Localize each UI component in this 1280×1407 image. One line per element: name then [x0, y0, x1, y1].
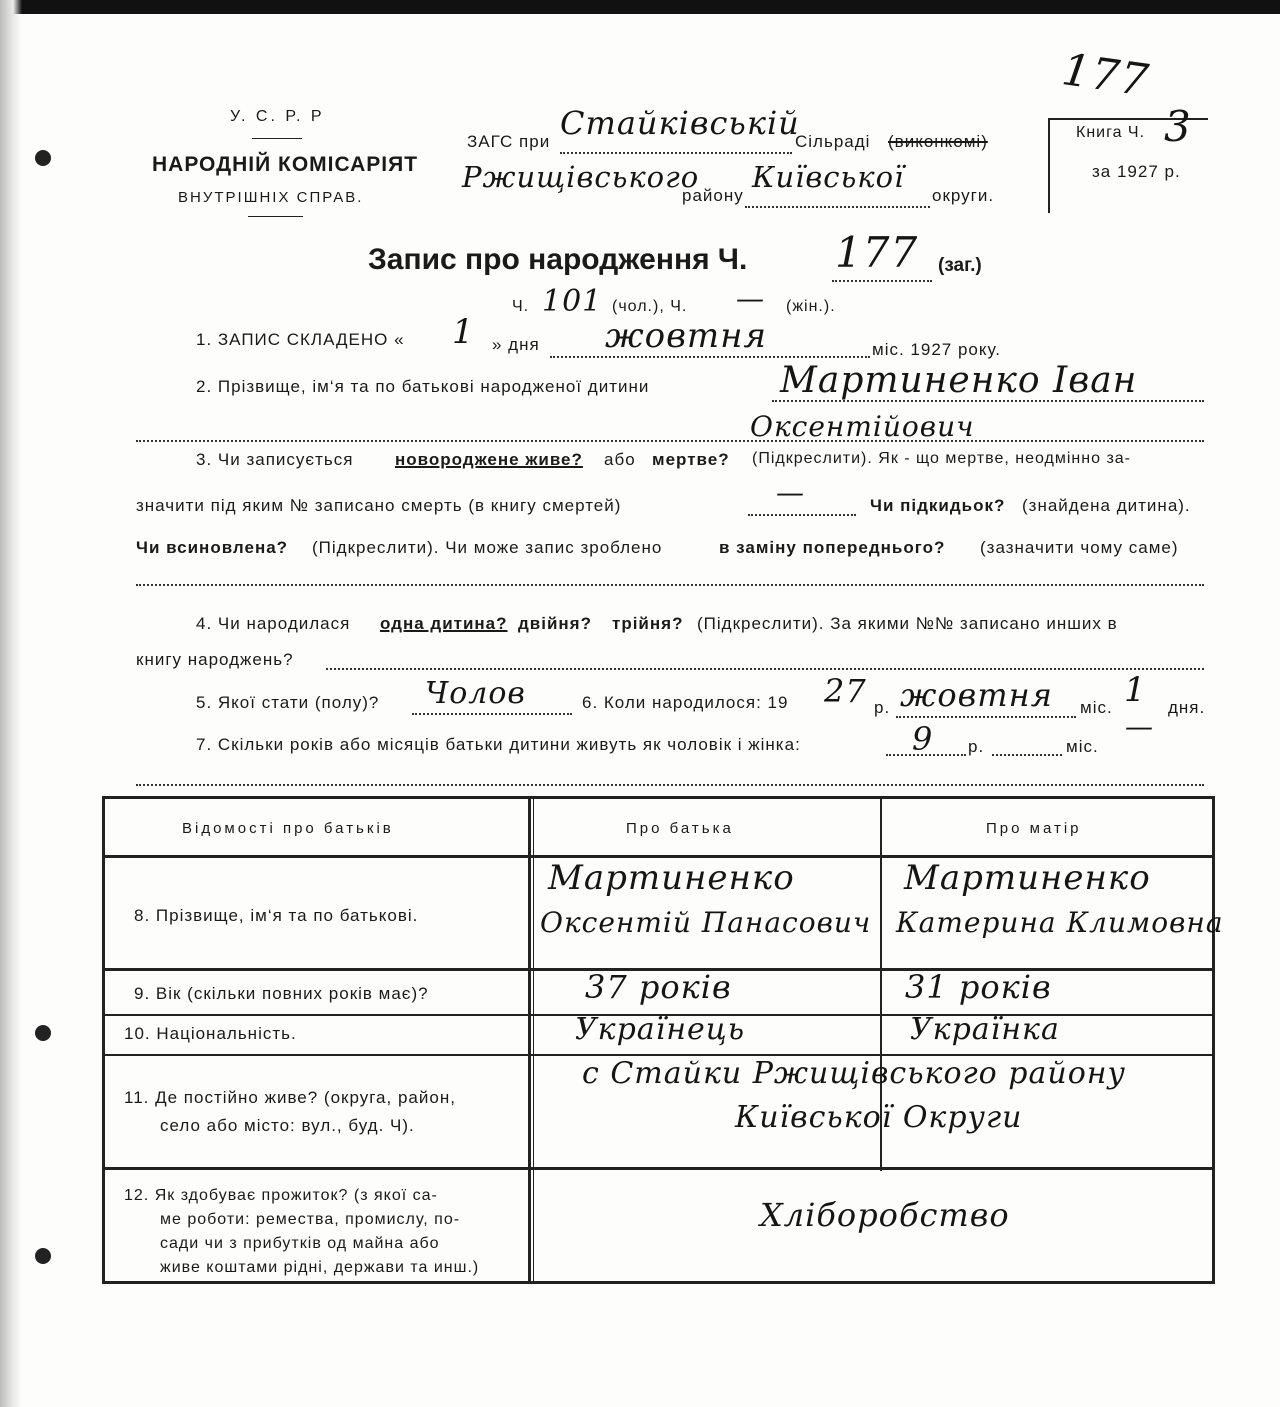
item1-day-label: » дня [492, 335, 540, 354]
item6-day-label: дня. [1168, 698, 1206, 717]
birth-day-handwritten: 1 [1124, 670, 1147, 710]
birth-year-handwritten: 27 [824, 672, 867, 710]
row11-label-line2: село або місто: вул., буд. Ч). [160, 1116, 415, 1135]
fill-line [896, 716, 1076, 718]
table-header-mother: Про матір [986, 820, 1082, 837]
mother-surname-handwritten: Мартиненко [904, 858, 1151, 898]
fill-line [560, 152, 792, 154]
father-age-handwritten: 37 років [585, 968, 732, 1006]
row8-label: 8. Прізвище, ім‘я та по батькові. [134, 906, 419, 925]
mother-nationality-handwritten: Українка [910, 1012, 1060, 1047]
item6-label: 6. Коли народилося: 19 [582, 693, 789, 712]
district-label: району [682, 186, 744, 205]
item5-label: 5. Якої стати (полу)? [196, 693, 380, 712]
fill-line [772, 400, 1204, 402]
row9-label: 9. Вік (скільки повних років має)? [134, 984, 429, 1003]
struck-executive-label: (виконкомі) [888, 132, 988, 151]
item3-adopted: Чи всиновлена? [136, 538, 289, 557]
item4-text: (Підкреслити). За якими №№ записано инших в [697, 614, 1118, 633]
fill-line [550, 356, 870, 358]
row10-label: 10. Національність. [124, 1024, 297, 1043]
row12-label-line3: сади чи з прибутків од майна або [160, 1235, 440, 1252]
okruha-label: округи. [932, 186, 995, 205]
fill-line [412, 713, 572, 715]
residence-okruha-handwritten: Київської Округи [735, 1100, 1023, 1135]
fill-line [992, 754, 1062, 756]
table-header-info: Відомості про батьків [182, 820, 394, 837]
item3-text: (Підкреслити). Як - що мертве, неодмінно за- [752, 450, 1132, 467]
header-rule [248, 216, 303, 217]
residence-handwritten: с Стайки Ржищівського району [582, 1056, 1126, 1091]
record-title: Запис про народження Ч. [368, 243, 748, 276]
item3-label: 3. Чи записується [196, 450, 354, 469]
table-left-border [102, 796, 105, 1284]
book-year: за 1927 р. [1092, 162, 1181, 181]
binding-hole [35, 1248, 51, 1264]
item3-replacement-text: (Підкреслити). Чи може запис зроблено [312, 538, 663, 557]
header-department: ВНУТРІШНІХ СПРАВ. [178, 189, 364, 206]
council-label: Сільраді [795, 132, 871, 151]
record-number-handwritten: 177 [835, 228, 919, 277]
item3-foundling: Чи підкидьок? [870, 496, 1006, 515]
fill-line [745, 206, 930, 208]
item7-label: 7. Скільки років або місяців батьки дитини живуть як чоловік і жінка: [196, 735, 801, 754]
book-label: Книга Ч. [1076, 124, 1146, 141]
marriage-months-dash: — [1125, 710, 1154, 743]
occupation-handwritten: Хліборобство [760, 1196, 1010, 1234]
mother-name-handwritten: Катерина Климовна [896, 906, 1224, 939]
book-box-left [1048, 118, 1050, 213]
father-nationality-handwritten: Українець [575, 1012, 746, 1047]
scan-top-border [0, 0, 1280, 14]
fill-line [136, 584, 1204, 586]
item4-book-text: книгу народжень? [136, 650, 294, 669]
table-bottom-border [102, 1281, 1215, 1284]
item3-foundling-note: (знайдена дитина). [1022, 496, 1191, 515]
sex-handwritten: Чолов [425, 676, 526, 711]
subnumber-prefix: Ч. [512, 298, 530, 315]
item6-month-label: міс. [1080, 698, 1113, 717]
item3-reason-note: (зазначити чому саме) [980, 538, 1179, 557]
male-label: (чол.), Ч. [612, 298, 688, 315]
table-right-border [1212, 796, 1215, 1284]
father-surname-handwritten: Мартиненко [548, 858, 795, 898]
item7-years-label: р. [968, 737, 985, 756]
item1-day-handwritten: 1 [452, 312, 475, 352]
header-commissariat: НАРОДНІЙ КОМІСАРІЯТ [152, 153, 419, 176]
item1-label: 1. ЗАПИС СКЛАДЕНО « [196, 330, 405, 349]
item3-replacement: в заміну попереднього? [719, 538, 946, 557]
item1-month-handwritten: жовтня [605, 316, 768, 356]
table-row-divider [102, 1167, 1214, 1170]
birth-month-handwritten: жовтня [900, 676, 1053, 714]
item4-single-underlined: одна дитина? [380, 614, 508, 633]
row12-label-line4: живе коштами рідні, держави та инш.) [160, 1259, 480, 1276]
header-rule [252, 138, 302, 139]
table-col-divider [528, 796, 531, 1284]
fill-line [886, 754, 966, 756]
village-handwritten: Стайківській [560, 104, 800, 142]
fill-line [748, 514, 856, 516]
male-number-handwritten: 101 [542, 284, 603, 319]
fill-line [136, 440, 1204, 442]
item3-alive-underlined: новороджене живе? [395, 450, 583, 469]
table-top-border [102, 796, 1214, 799]
row12-label-line2: ме роботи: ремества, промислу, по- [160, 1211, 461, 1228]
fill-line [136, 784, 1204, 786]
district-handwritten: Ржищівського [462, 160, 700, 194]
item3-dead: мертве? [652, 450, 730, 469]
fill-line [326, 668, 1204, 670]
item4-twins: двійня? [518, 614, 592, 633]
row11-label-line1: 11. Де постійно живе? (округа, район, [124, 1088, 456, 1107]
book-number-handwritten: 3 [1164, 102, 1192, 151]
record-number-suffix: (заг.) [938, 255, 982, 276]
okruha-handwritten: Київської [752, 160, 905, 194]
page-number-mark: 177 [1058, 44, 1153, 107]
zags-label: ЗАГС при [467, 132, 551, 151]
child-patronymic-handwritten: Оксентійович [750, 410, 975, 443]
item3-or: або [604, 450, 636, 469]
item4-label: 4. Чи народилася [196, 614, 351, 633]
binding-hole [35, 1025, 51, 1041]
page-binding-edge [0, 0, 22, 1407]
mother-age-handwritten: 31 років [905, 968, 1052, 1006]
item2-label: 2. Прізвище, ім‘я та по батькові народженої дитини [196, 377, 650, 396]
fill-line [832, 280, 932, 282]
item7-months-label: міс. [1066, 737, 1099, 756]
table-col-divider [533, 796, 534, 1284]
row12-label-line1: 12. Як здобуває прожиток? (з якої са- [124, 1187, 438, 1204]
table-header-father: Про батька [626, 820, 734, 837]
header-state: У. С. Р. Р [230, 108, 325, 125]
item6-year-label: р. [874, 698, 891, 717]
item3-death-dash: — [776, 476, 805, 509]
item3-death-text: значити під яким № записано смерть (в книгу смертей) [136, 496, 622, 515]
female-label: (жін.). [786, 298, 836, 315]
binding-hole [35, 150, 51, 166]
item1-tail: міс. 1927 року. [872, 340, 1002, 359]
child-name-handwritten: Мартиненко Іван [780, 360, 1138, 401]
marriage-years-handwritten: 9 [912, 720, 934, 758]
female-number-handwritten: — [736, 282, 765, 315]
item4-triplets: трійня? [612, 614, 684, 633]
father-name-handwritten: Оксентій Панасович [540, 906, 872, 939]
